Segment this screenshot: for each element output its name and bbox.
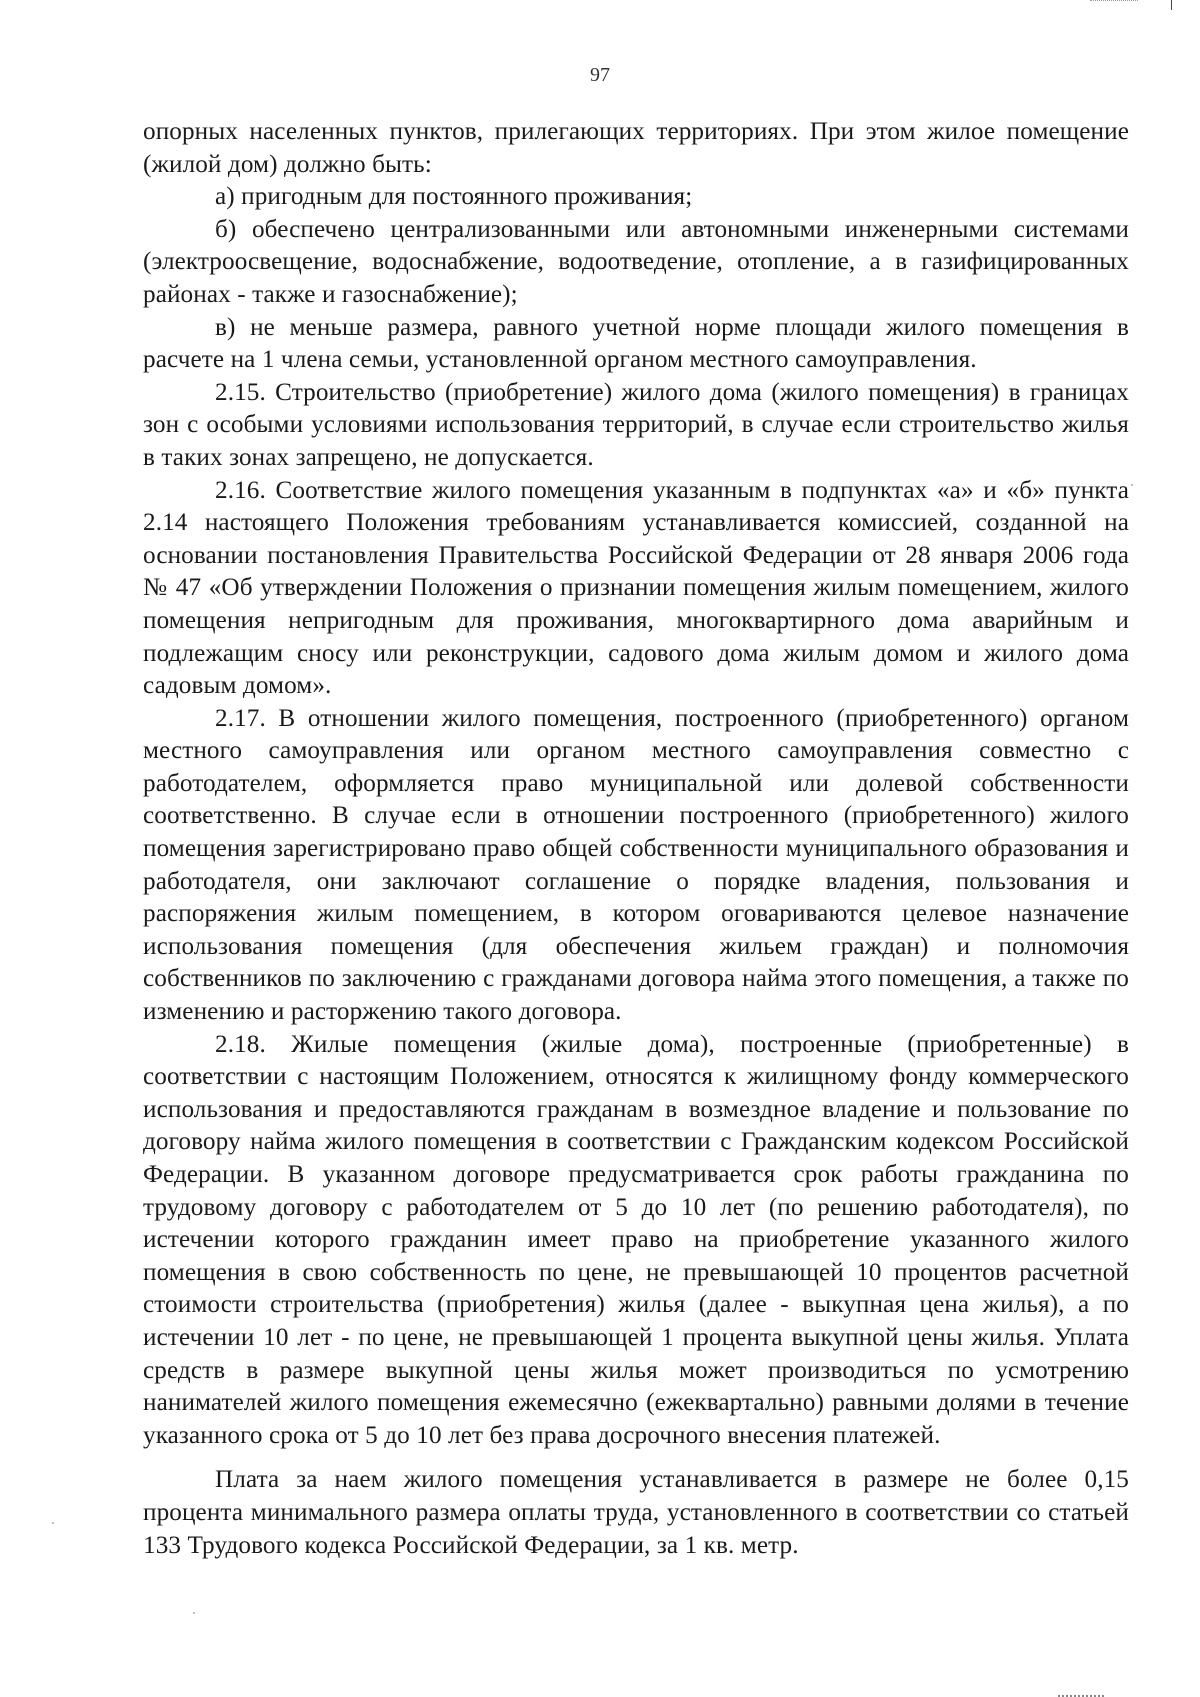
scan-speck: [52, 1522, 54, 1524]
list-item-c: в) не меньше размера, равного учетной норме площади жилого помещения в расчете на 1 члена семьи, установленной органом местного самоуправления.: [143, 313, 1129, 374]
scan-speck: [1131, 484, 1133, 486]
paragraph: опорных населенных пунктов, прилегающих территориях. При этом жилое помещение (жилой дом) должно быть:: [143, 118, 1129, 178]
clause-2-15: 2.15. Строительство (приобретение) жилого дома (жилого помещения) в границах зон с особыми условиями использования территорий, в случае если строительство жилья в таких зонах запрещено, не допускается.: [143, 378, 1129, 471]
scan-edge-mark: [1171, 0, 1172, 10]
scan-speck: [193, 1612, 195, 1614]
list-item-b: б) обеспечено централизованными или автономными инженерными системами (электроосвещение, водоснабжение, водоотведение, отопление, а в газифицированных районах - также и газоснабжение);: [143, 215, 1129, 308]
clause-2-17: 2.17. В отношении жилого помещения, построенного (приобретенного) органом местного самоуправления или органом местного самоуправления совместно с работодателем, оформляется право муниципальной или долевой собственности соответственно. В случае если в отношении построенного (приобретенного) жилого помещения зарегистрировано право общей собственности муниципального образования и работодателя, они заключают соглашение о порядке владения, пользования и распоряжения жилым помещением, в котором оговариваются целевое назначение использования помещения (для обеспечения жильем граждан) и полномочия собственников по заключению с гражданами договора найма этого помещения, а также по изменению и расторжению такого договора.: [143, 704, 1129, 1026]
clause-2-18: 2.18. Жилые помещения (жилые дома), построенные (приобретенные) в соответствии с настоящим Положением, относятся к жилищному фонду коммерческого использования и предоставляются гражданам в возмездное владение и пользование по договору найма жилого помещения в соответствии с Гражданским кодексом Российской Федерации. В указанном договоре предусматривается срок работы гражданина по трудовому договору с работодателем от 5 до 10 лет (по решению работодателя), по истечении которого гражданин имеет право на приобретение указанного жилого помещения в свою собственность по цене, не превышающей 10 процентов расчетной стоимости строительства (приобретения) жилья (далее - выкупная цена жилья), а по истечении 10 лет - по цене, не превышающей 1 процента выкупной цены жилья. Уплата средств в размере выкупной цены жилья может производиться по усмотрению нанимателей жилого помещения ежемесячно (ежеквартально) равными долями в течение указанного срока от 5 до 10 лет без права досрочного внесения платежей.: [143, 1030, 1129, 1449]
rent-payment-paragraph: Плата за наем жилого помещения устанавливается в размере не более 0,15 процента минимального размера оплаты труда, установленного в соответствии со статьей 133 Трудового кодекса Российской Федерации, за 1 кв. метр.: [143, 1466, 1129, 1559]
scan-smudge: [1058, 1692, 1104, 1697]
page-number: 97: [590, 64, 610, 86]
scan-smudge: [1090, 0, 1138, 4]
clause-2-16: 2.16. Соответствие жилого помещения указанным в подпунктах «а» и «б» пункта 2.14 настоящего Положения требованиям устанавливается комиссией, созданной на основании постановления Правительства Российской Федерации от 28 января 2006 года № 47 «Об утверждении Положения о признании помещения жилым помещением, жилого помещения непригодным для проживания, многоквартирного дома аварийным и подлежащим сносу или реконструкции, садового дома жилым домом и жилого дома садовым домом».: [143, 476, 1129, 700]
document-body: [143, 116, 1129, 1562]
list-item-a: а) пригодным для постоянного проживания;: [215, 183, 693, 211]
